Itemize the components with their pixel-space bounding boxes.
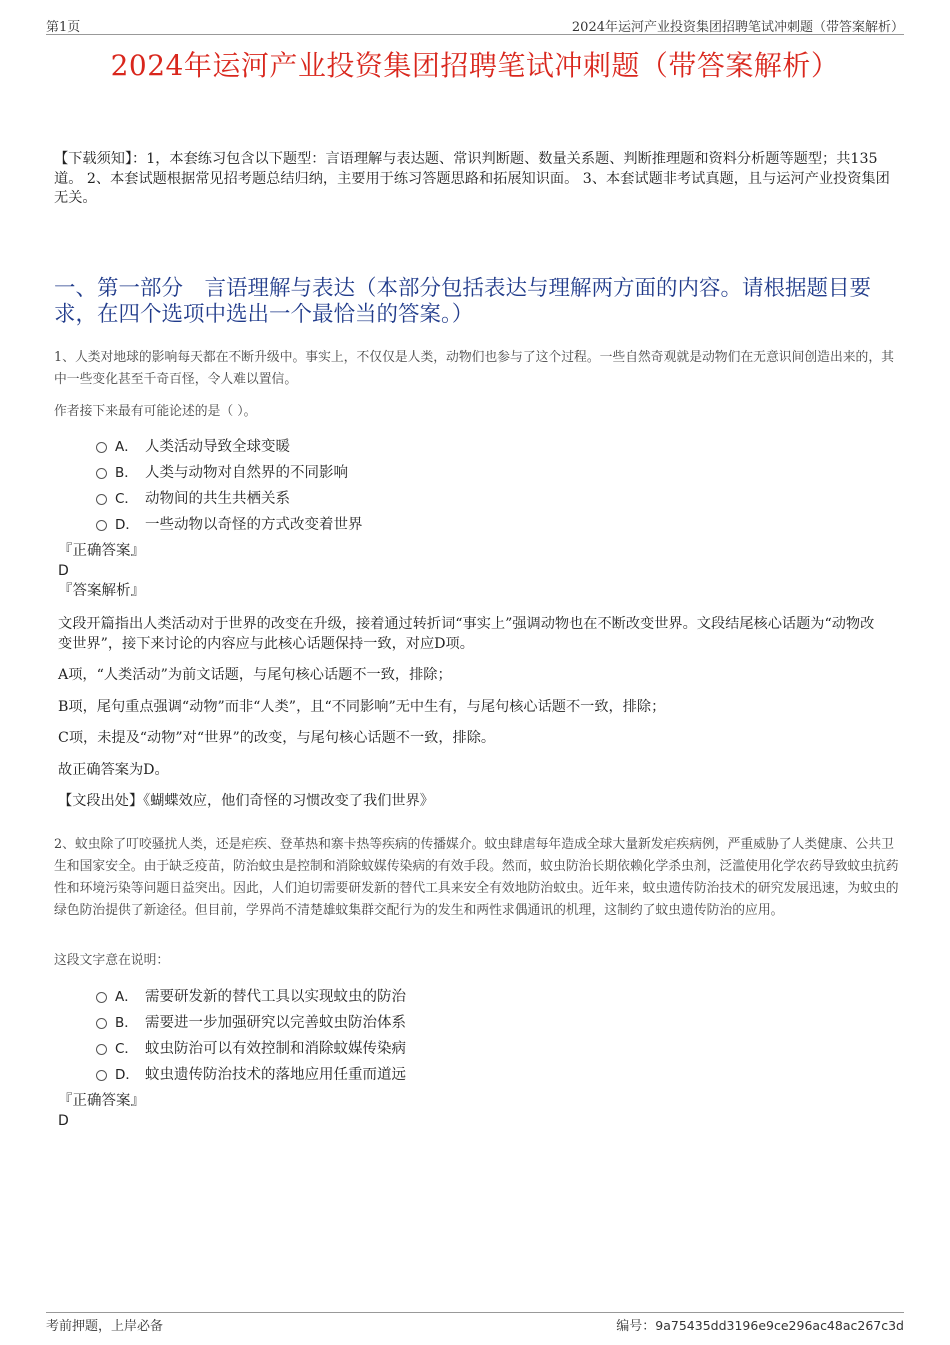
analysis-paragraph: B项，尾句重点强调“动物”而非“人类”，且“不同影响”无中生有，与尾句核心话题不一致，排除； [58, 698, 666, 715]
question-1-analysis [58, 615, 888, 824]
analysis-paragraph: A项，“人类活动”为前文话题，与尾句核心话题不一致，排除； [58, 667, 452, 683]
document-id-value: 9a75435dd3196e9ce296ac48ac267c3d [655, 1318, 904, 1333]
option-text: 蚊虫遗传防治技术的落地应用任重而道远 [145, 1066, 406, 1083]
radio-icon[interactable] [96, 1018, 107, 1029]
option-letter: D． [115, 517, 139, 533]
radio-icon[interactable] [96, 494, 107, 505]
section-heading: 一、第一部分 言语理解与表达（本部分包括表达与理解两方面的内容。请根据题目要求，在四个选项中选出一个最恰当的答案。） [54, 276, 872, 327]
question-1-option-b[interactable] [96, 458, 363, 484]
document-id [616, 1315, 904, 1334]
question-1-option-a[interactable] [96, 432, 363, 458]
option-text: 人类活动导致全球变暖 [145, 438, 290, 455]
question-2-option-a[interactable] [96, 982, 406, 1008]
option-text: 人类与动物对自然界的不同影响 [145, 464, 348, 481]
option-text: 动物间的共生共栖关系 [145, 490, 290, 507]
page-footer [46, 1312, 904, 1333]
question-1-answer [58, 541, 145, 601]
question-1-options [96, 432, 363, 536]
source-citation: 【文段出处】《蝴蝶效应，他们奇怪的习惯改变了我们世界》 [58, 793, 434, 809]
answer-label: 『正确答案』 [58, 1093, 145, 1109]
question-2-prompt: 这段文字意在说明： [54, 953, 170, 968]
question-1-option-d[interactable] [96, 510, 363, 536]
radio-icon[interactable] [96, 992, 107, 1003]
option-letter: B． [115, 465, 138, 481]
question-2-answer [58, 1091, 145, 1131]
option-text: 蚊虫防治可以有效控制和消除蚊媒传染病 [145, 1040, 406, 1057]
document-id-label: 编号： [616, 1319, 656, 1334]
radio-icon[interactable] [96, 468, 107, 479]
download-notice: 【下载须知】：1，本套练习包含以下题型：言语理解与表达题、常识判断题、数量关系题、判断推理题和资料分析题等题型；共135道。 2、本套试题根据常见招考题总结归纳，主要用于练习答题思路和拓展知识面。 3、本套试题非考试真题，且与运河产业投资集团无关。 [54, 151, 890, 206]
option-letter: A． [115, 989, 138, 1005]
radio-icon[interactable] [96, 442, 107, 453]
question-1-text: 1、人类对地球的影响每天都在不断升级中。事实上，不仅仅是人类，动物们也参与了这个过程。一些自然奇观就是动物们在无意识间创造出来的，其中一些变化甚至千奇百怪，令人难以置信。 [54, 350, 894, 387]
answer-label: 『正确答案』 [58, 543, 145, 559]
analysis-paragraph: C项，未提及“动物”对“世界”的改变，与尾句核心话题不一致，排除。 [58, 730, 496, 746]
question-2-options [96, 982, 406, 1086]
page-header [46, 14, 904, 35]
question-1-prompt: 作者接下来最有可能论述的是（ ）。 [54, 404, 257, 419]
header-doc-title: 2024年运河产业投资集团招聘笔试冲刺题（带答案解析） [571, 20, 904, 35]
option-text: 一些动物以奇怪的方式改变着世界 [145, 516, 363, 533]
footer-slogan: 考前押题，上岸必备 [46, 1319, 164, 1334]
option-letter: C． [115, 1041, 138, 1057]
radio-icon[interactable] [96, 1070, 107, 1081]
question-2-option-d[interactable] [96, 1060, 406, 1086]
page-number: 第1页 [46, 20, 81, 35]
radio-icon[interactable] [96, 1044, 107, 1055]
option-text: 需要进一步加强研究以完善蚊虫防治体系 [145, 1014, 406, 1031]
answer-value: D [58, 1113, 69, 1129]
question-2-text: 2、蚊虫除了叮咬骚扰人类，还是疟疾、登革热和寨卡热等疾病的传播媒介。蚊虫肆虐每年造成全球大量新发疟疾病例，严重威胁了人类健康、公共卫生和国家安全。由于缺乏疫苗，防治蚊虫是控制和消除蚊媒传染病的有效手段。然而，蚊虫防治长期依赖化学杀虫剂，泛滥使用化学农药导致蚊虫抗药性和环境污染等问题日益突出。因此，人们迫切需要研发新的替代工具来安全有效地防治蚊虫。近年来，蚊虫遗传防治技术的研究发展迅速，为蚊虫的绿色防治提供了新途径。但目前，学界尚不清楚雄蚊集群交配行为的发生和两性求偶通讯的机理，这制约了蚊虫遗传防治的应用。 [54, 837, 899, 918]
analysis-label: 『答案解析』 [58, 583, 145, 599]
document-title: 2024年运河产业投资集团招聘笔试冲刺题（带答案解析） [110, 49, 840, 82]
option-letter: A． [115, 439, 138, 455]
option-letter: B． [115, 1015, 138, 1031]
radio-icon[interactable] [96, 520, 107, 531]
question-2-option-c[interactable] [96, 1034, 406, 1060]
answer-value: D [58, 563, 69, 579]
analysis-paragraph: 文段开篇指出人类活动对于世界的改变在升级，接着通过转折词“事实上”强调动物也在不断改变世界。文段结尾核心话题为“动物改变世界”，接下来讨论的内容应与此核心话题保持一致，对应D项。 [58, 616, 875, 652]
question-2-option-b[interactable] [96, 1008, 406, 1034]
question-1-option-c[interactable] [96, 484, 363, 510]
option-letter: C． [115, 491, 138, 507]
option-letter: D． [115, 1067, 139, 1083]
option-text: 需要研发新的替代工具以实现蚊虫的防治 [145, 988, 406, 1005]
analysis-paragraph: 故正确答案为D。 [58, 761, 169, 778]
